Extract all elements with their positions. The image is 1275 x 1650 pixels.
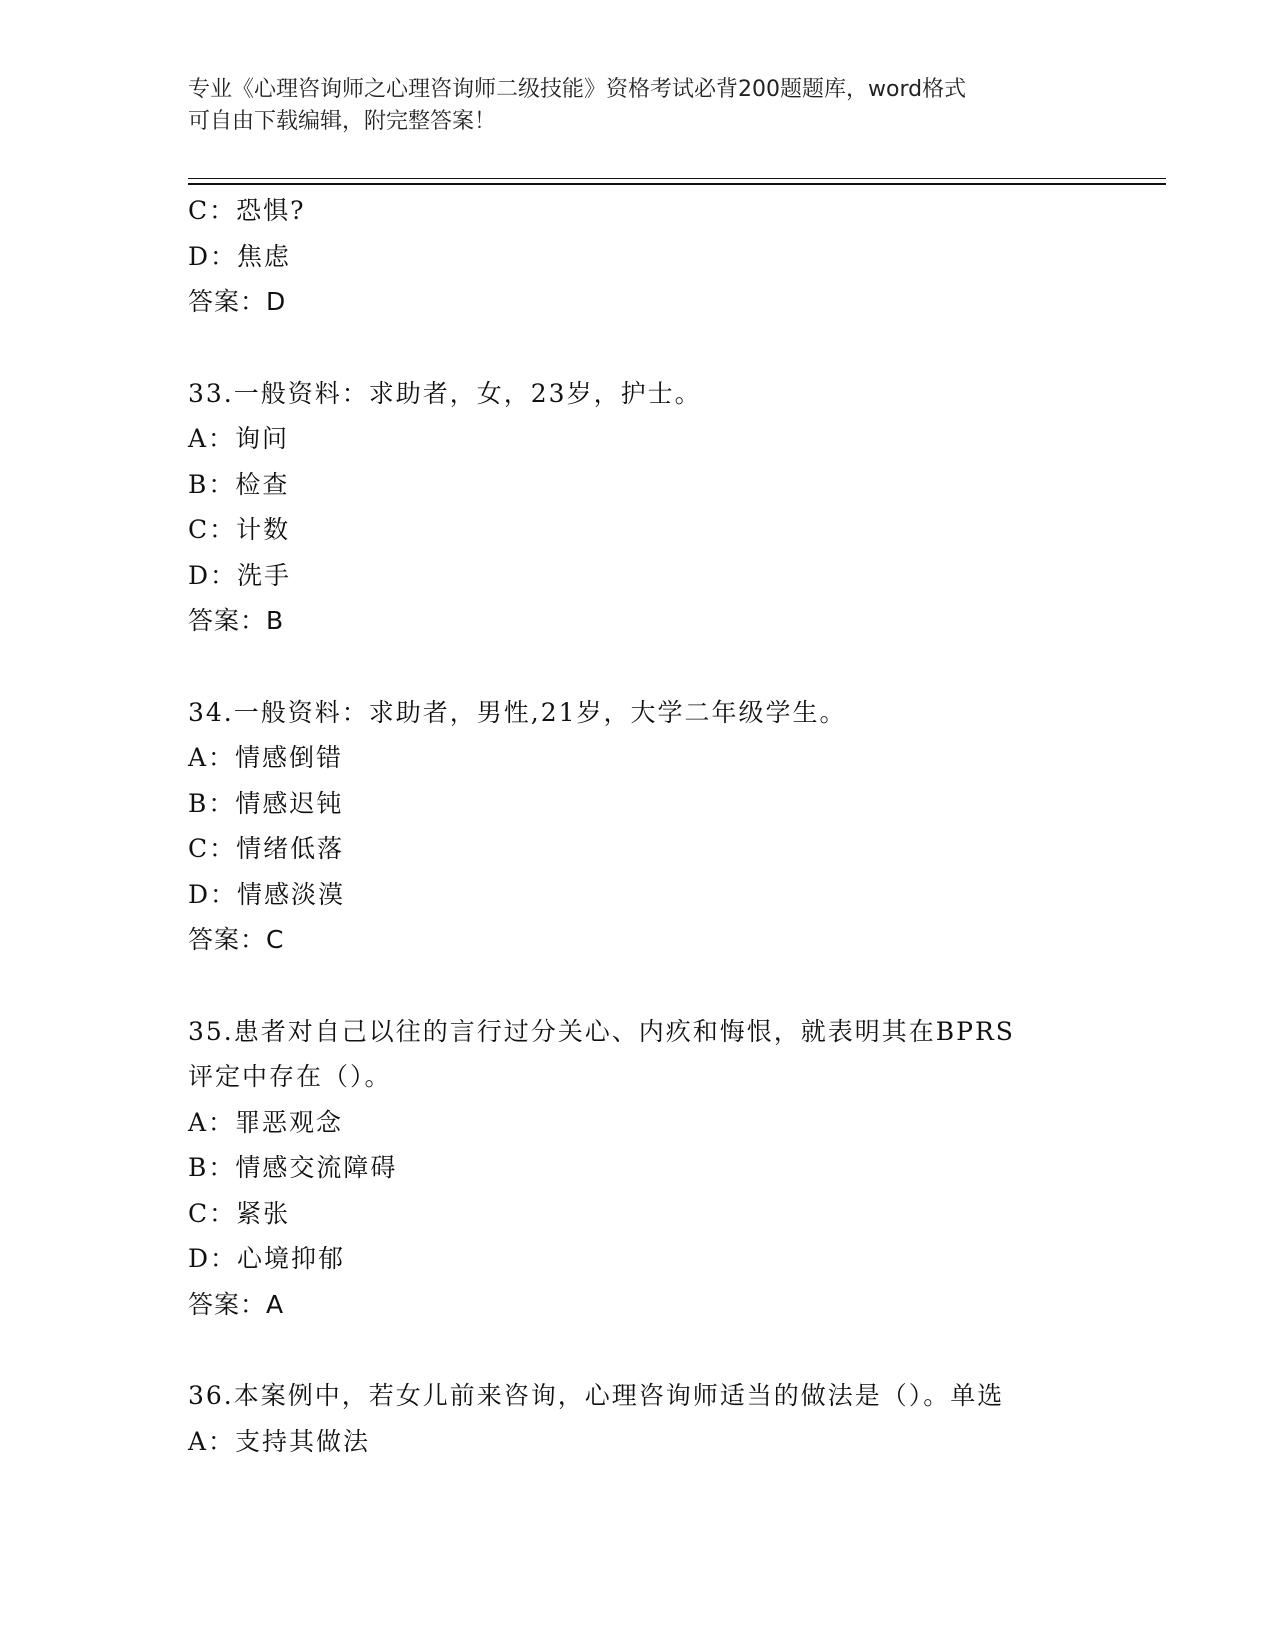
document-header — [188, 74, 1088, 138]
option-d: D：焦虑 — [188, 241, 292, 271]
question-block-34 — [188, 690, 1088, 963]
spacer — [188, 1327, 1088, 1373]
option-c: C：情绪低落 — [188, 834, 345, 863]
option-a: A：支持其做法 — [188, 1426, 371, 1456]
question-content — [188, 188, 1088, 1464]
option-d: D：情感淡漠 — [188, 879, 346, 909]
option-c: C：恐惧? — [188, 196, 306, 225]
answer-line: 答案：A — [188, 1289, 285, 1319]
spacer — [188, 325, 1088, 371]
header-line-2: 可自由下载编辑，附完整答案！ — [188, 109, 497, 134]
option-a: A：罪恶观念 — [188, 1107, 344, 1137]
spacer — [188, 963, 1088, 1009]
spacer — [188, 644, 1088, 690]
question-stem: 36.本案例中，若女儿前来咨询，心理咨询师适当的做法是（）。单选 — [188, 1381, 1005, 1410]
question-stem: 33.一般资料：求助者，女，23岁，护士。 — [188, 378, 702, 408]
question-block-35 — [188, 1009, 1088, 1328]
option-a: A：情感倒错 — [188, 743, 344, 772]
option-c: C：紧张 — [188, 1198, 291, 1228]
header-line-1: 专业《心理咨询师之心理咨询师二级技能》资格考试必背200题题库，word格式 — [188, 77, 967, 102]
answer-line: 答案：C — [188, 925, 285, 954]
question-stem-continued: 评定中存在（）。 — [188, 1062, 392, 1091]
answer-line: 答案：B — [188, 606, 285, 635]
question-block-32 — [188, 188, 1088, 325]
question-block-33 — [188, 371, 1088, 644]
question-stem: 34.一般资料：求助者，男性,21岁，大学二年级学生。 — [188, 697, 847, 727]
header-rule-thin — [188, 178, 1166, 179]
option-c: C：计数 — [188, 515, 291, 544]
option-a: A：询问 — [188, 424, 290, 453]
option-b: B：检查 — [188, 469, 290, 499]
question-stem: 35.患者对自己以往的言行过分关心、内疚和悔恨，就表明其在BPRS — [188, 1016, 1015, 1046]
option-b: B：情感迟钝 — [188, 788, 344, 818]
header-rule-thick — [188, 183, 1166, 185]
option-d: D：洗手 — [188, 560, 292, 590]
question-block-36 — [188, 1373, 1088, 1464]
option-b: B：情感交流障碍 — [188, 1153, 398, 1182]
option-d: D：心境抑郁 — [188, 1244, 346, 1273]
answer-line: 答案：D — [188, 287, 287, 316]
